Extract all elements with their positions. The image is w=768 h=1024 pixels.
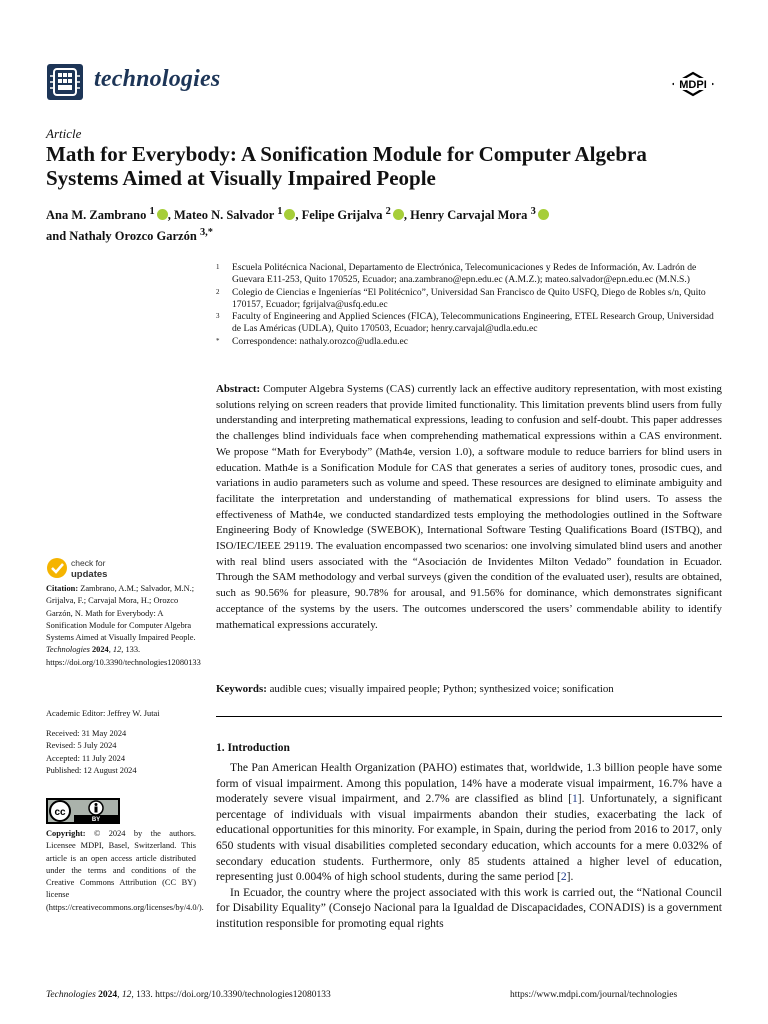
author-affil-mark: 3	[530, 206, 536, 217]
author-name: , Henry Carvajal Mora	[403, 208, 528, 223]
reference-link[interactable]: 1	[571, 792, 578, 806]
svg-text:BY: BY	[91, 817, 101, 823]
footer-citation: Technologies 2024, 12, 133. https://doi.org/10.3390/technologies12080133	[46, 990, 331, 1000]
check-for-updates-button[interactable]	[46, 556, 186, 580]
affiliation-item: 3 Faculty of Engineering and Applied Sciences (FICA), Telecommunications Engineering, ETEL Research Group, Universidad de Las Américas (UDLA), Quito 170503, Ecuador; henry.carvajal@udla.edu.ec	[216, 311, 714, 335]
paper-title: Math for Everybody: A Sonification Module for Computer Algebra Systems Aimed at Visually Impaired People	[46, 142, 647, 190]
mdpi-logo	[668, 70, 718, 98]
article-type: Article	[46, 126, 82, 141]
cc-by-license-icon[interactable]	[46, 798, 120, 824]
abstract-label: Abstract:	[216, 383, 261, 395]
affiliation-item: 1 Escuela Politécnica Nacional, Departamento de Electrónica, Telecomunicaciones y Redes de Información, Av. Ladrón de Guevara E11-253, Quito 170525, Ecuador; ana.zambrano@epn.edu.ec (A.M.Z.); mateo.salvador@epn.edu.ec (M.N.S.)	[216, 262, 697, 286]
revised-date: Revised: 5 July 2024	[46, 741, 117, 751]
divider	[216, 716, 722, 717]
keywords-text: audible cues; visually impaired people; Python; synthesized voice; sonification	[269, 683, 614, 695]
svg-text:MDPI: MDPI	[679, 79, 707, 91]
section-title: 1. Introduction	[216, 742, 290, 754]
author-name: Ana M. Zambrano	[46, 208, 147, 223]
orcid-icon[interactable]	[393, 209, 404, 220]
author-affil-mark: 1	[277, 206, 283, 217]
orcid-icon[interactable]	[538, 209, 549, 220]
orcid-icon[interactable]	[157, 209, 168, 220]
affiliation-item: 2 Colegio de Ciencias e Ingenierías “El Politécnico”, Universidad San Francisco de Quito USFQ, Diego de Robles s/n, Quito 170157, Ecuador; fgrijalva@usfq.edu.ec	[216, 286, 706, 310]
journal-logo-icon	[47, 64, 83, 100]
academic-editor: Academic Editor: Jeffrey W. Jutai	[46, 709, 160, 718]
copyright-notice: Copyright: © 2024 by the authors. Licensee MDPI, Basel, Switzerland. This article is an open access article distributed under the terms and conditions of the Creative Commons Attribution (CC BY) license (https://creativecommons.org/licenses/by/4.0/).	[46, 829, 204, 912]
citation-label: Citation:	[46, 584, 79, 593]
paragraph: In Ecuador, the country where the project associated with this work is carried out, the “National Council for Disability Equality” (Consejo Nacional para la Igualdad de Discapacidades, CONADIS) is a government institution responsible for promoting equal rights	[216, 885, 722, 930]
copyright-label: Copyright:	[46, 829, 86, 838]
author-name: , Mateo N. Salvador	[167, 208, 275, 223]
author-affil-mark: 3,*	[199, 227, 213, 239]
citation: Citation: Zambrano, A.M.; Salvador, M.N.; Grijalva, F.; Carvajal Mora, H.; Orozco Garzón, N. Math for Everybody: A Sonification Module for Computer Algebra Systems Aimed at Visually Impaired People. Technologies 2024, 12, 133. https://doi.org/10.3390/technologies12080133	[46, 584, 201, 667]
affiliation-item: * Correspondence: nathaly.orozco@udla.edu.ec	[216, 335, 409, 347]
svg-text:check for: check for	[71, 558, 106, 568]
accepted-date: Accepted: 11 July 2024	[46, 753, 126, 763]
received-date: Received: 31 May 2024	[46, 729, 127, 738]
author-affil-mark: 2	[385, 206, 391, 217]
orcid-icon[interactable]	[284, 209, 295, 220]
publication-dates	[46, 728, 196, 777]
author-affil-mark: 1	[149, 206, 155, 217]
footer-journal-url[interactable]: https://www.mdpi.com/journal/technologies	[510, 990, 678, 1000]
journal-name: technologies	[94, 66, 221, 92]
svg-text:updates: updates	[71, 569, 108, 580]
svg-text:cc: cc	[54, 807, 66, 818]
keywords	[216, 683, 722, 695]
author-list	[46, 203, 716, 245]
abstract-text: Computer Algebra Systems (CAS) currently lack an effective auditory representation, with most existing solutions relying on screen readers that provide limited functionality. This limitation prevents blind users from fully understanding and interpreting mathematical expressions, leading to confusion and self-doubt. This paper addresses the challenges blind individuals face when comprehending mathematical expressions within a CAS environment. We propose “Math for Everybody” (Math4e, version 1.0), a software module to reduce barriers for blind users in education. Math4e is a Sonification Module for CAS that generates a series of auditory tones, prosodic cues, and variations in audio parameters such as volume and speed. These resources are designed to eliminate ambiguity and facilitate the interpretation and understanding of mathematical expressions for blind users. To assess the effectiveness of Math4e, we conducted standardized tests employing the methodologies outlined in the Software Engineering Body of Knowledge (SWEBOK), International Software Testing Qualifications Board (ISTBQ), and ISO/IEC/IEEE 29119. The evaluation encompassed two scenarios: one involving simulated blind users and another with real blind users associated with the “Asociación de Invidentes Milton Vedado” foundation in Ecuador. Through the SAM methodology and verbal surveys (given the condition of the evaluated user), results are obtained, such as 90.56% for pleasure, 90.78% for arousal, and 91.56% for dominance, which demonstrates significant acceptance of the systems by the users. The outcomes underscored the users’ commendable ability to identify mathematical expressions accurately.	[216, 383, 722, 631]
author-name: and Nathaly Orozco Garzón	[46, 229, 197, 244]
keywords-label: Keywords:	[216, 683, 267, 695]
affiliations	[216, 262, 722, 348]
author-name: , Felipe Grijalva	[295, 208, 383, 223]
reference-link[interactable]: 2	[560, 870, 567, 884]
abstract	[216, 382, 722, 633]
paragraph: The Pan American Health Organization (PAHO) estimates that, worldwide, 1.3 billion people have some form of visual impairment. Among this population, 14% have a moderate visual impairment, 16.7% have a moderately severe visual impairment, and 2.7% are classified as blind [1]. Unfortunately, a significant percentage of individuals with visual impairments abandon their studies, exacerbating the lack of educational opportunities for this minority. For example, in Spain, during the period from 2016 to 2017, only 650 students with visual disabilities completed secondary education, which accounts for a mere 0.032% of secondary education students. Furthermore, only 85 students attained a higher level of education, representing just 0.004% of high school students, during the same period [2].	[216, 761, 722, 884]
published-date: Published: 12 August 2024	[46, 765, 137, 775]
section-body	[216, 760, 722, 932]
